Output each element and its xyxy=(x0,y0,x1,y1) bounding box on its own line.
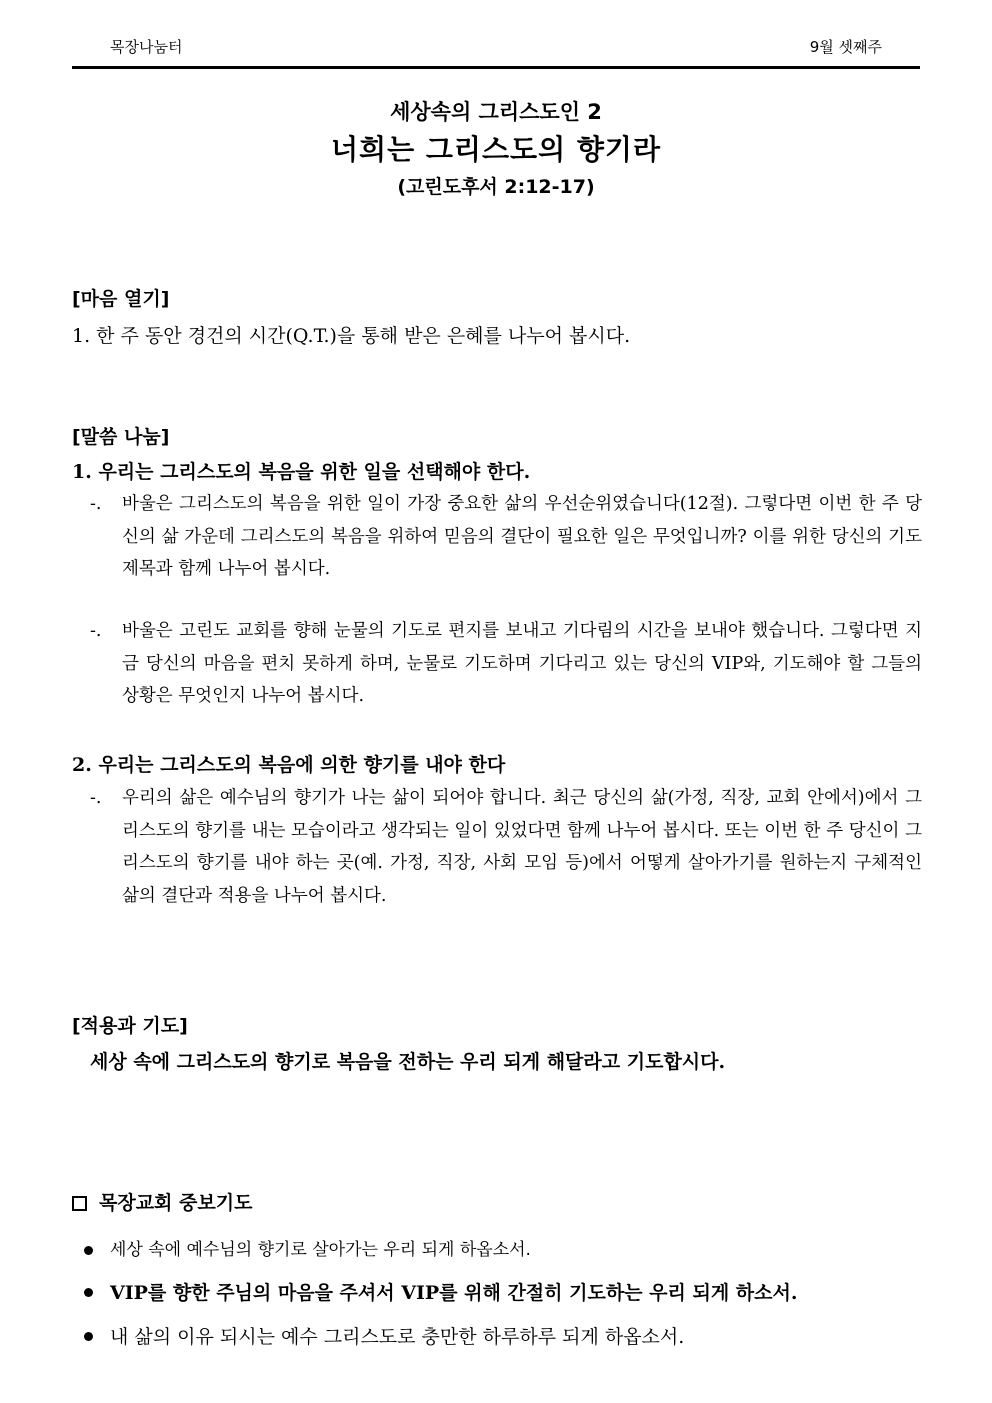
bullet-icon xyxy=(84,1288,93,1297)
question-text: 바울은 그리스도의 복음을 위한 일이 가장 중요한 삶의 우선순위였습니다(12절). 그렇다면 이번 한 주 당신의 삶 가운데 그리스도의 복음을 위하여 믿음의 결단이 필요한 일은 무엇입니까? 이를 위한 당신의 기도 제목과 함께 나누어 봅시다. xyxy=(122,494,922,579)
list-item xyxy=(84,1230,924,1271)
subtitle: 세상속의 그리스도인 2 xyxy=(390,100,602,124)
question-text: 바울은 고린도 교회를 향해 눈물의 기도로 편지를 보내고 기다림의 시간을 보내야 했습니다. 그렇다면 지금 당신의 마음을 편치 못하게 하며, 눈물로 기도하며 기다리고 있는 당신의 VIP와, 기도해야 할 그들의 상황은 무엇인지 나누어 봅시다. xyxy=(122,621,922,706)
page-header xyxy=(72,32,920,69)
point-1-question-1 xyxy=(90,488,922,586)
question-text: 우리의 삶은 예수님의 향기가 나는 삶이 되어야 합니다. 최근 당신의 삶(가정, 직장, 교회 안에서)에서 그리스도의 향기를 내는 모습이라고 생각되는 일이 있었다면 함께 나누어 봅시다. 또는 이번 한 주 당신이 그리스도의 향기를 내야 하는 곳(예. 가정, 직장, 사회 모임 등)에서 어떻게 살아가기를 원하는지 구체적인 삶의 결단과 적용을 나누어 봅시다. xyxy=(122,788,922,906)
open-heart-question: 1. 한 주 동안 경건의 시간(Q.T.)을 통해 받은 은혜를 나누어 봅시다. xyxy=(72,325,631,347)
point-1-heading: 1. 우리는 그리스도의 복음을 위한 일을 선택해야 한다. xyxy=(72,461,531,483)
header-right-label: 9월 셋째주 xyxy=(809,38,882,56)
list-item xyxy=(84,1271,924,1315)
title-block xyxy=(72,96,920,202)
intercession-heading-text: 목장교회 중보기도 xyxy=(99,1192,253,1214)
scripture-reference: (고린도후서 2:12-17) xyxy=(397,176,595,198)
section-heading-open-heart: [마음 열기] xyxy=(72,288,170,310)
point-2-question-1 xyxy=(90,782,922,912)
checkbox-square-icon xyxy=(72,1196,87,1211)
dash-marker: -. xyxy=(90,494,102,514)
list-item-text: 내 삶의 이유 되시는 예수 그리스도로 충만한 하루하루 되게 하옵소서. xyxy=(110,1326,685,1348)
point-2-heading: 2. 우리는 그리스도의 복음에 의한 향기를 내야 한다 xyxy=(72,754,506,776)
section-heading-apply-pray: [적용과 기도] xyxy=(72,1015,188,1037)
dash-marker: -. xyxy=(90,621,102,641)
bullet-icon xyxy=(84,1246,93,1255)
main-title: 너희는 그리스도의 향기라 xyxy=(330,133,662,166)
point-1-question-2 xyxy=(90,615,922,713)
header-left-label: 목장나눔터 xyxy=(110,38,183,56)
bullet-icon xyxy=(84,1332,93,1341)
apply-pray-line: 세상 속에 그리스도의 향기로 복음을 전하는 우리 되게 해달라고 기도합시다. xyxy=(90,1051,726,1073)
list-item-text: 세상 속에 예수님의 향기로 살아가는 우리 되게 하옵소서. xyxy=(110,1240,531,1260)
section-heading-word-sharing: [말씀 나눔] xyxy=(72,426,170,448)
intercession-list xyxy=(84,1230,924,1359)
list-item xyxy=(84,1315,924,1359)
dash-marker: -. xyxy=(90,788,102,808)
section-heading-intercession xyxy=(72,1188,252,1215)
list-item-text: VIP를 향한 주님의 마음을 주셔서 VIP를 위해 간절히 기도하는 우리 되게 하소서. xyxy=(110,1282,798,1304)
